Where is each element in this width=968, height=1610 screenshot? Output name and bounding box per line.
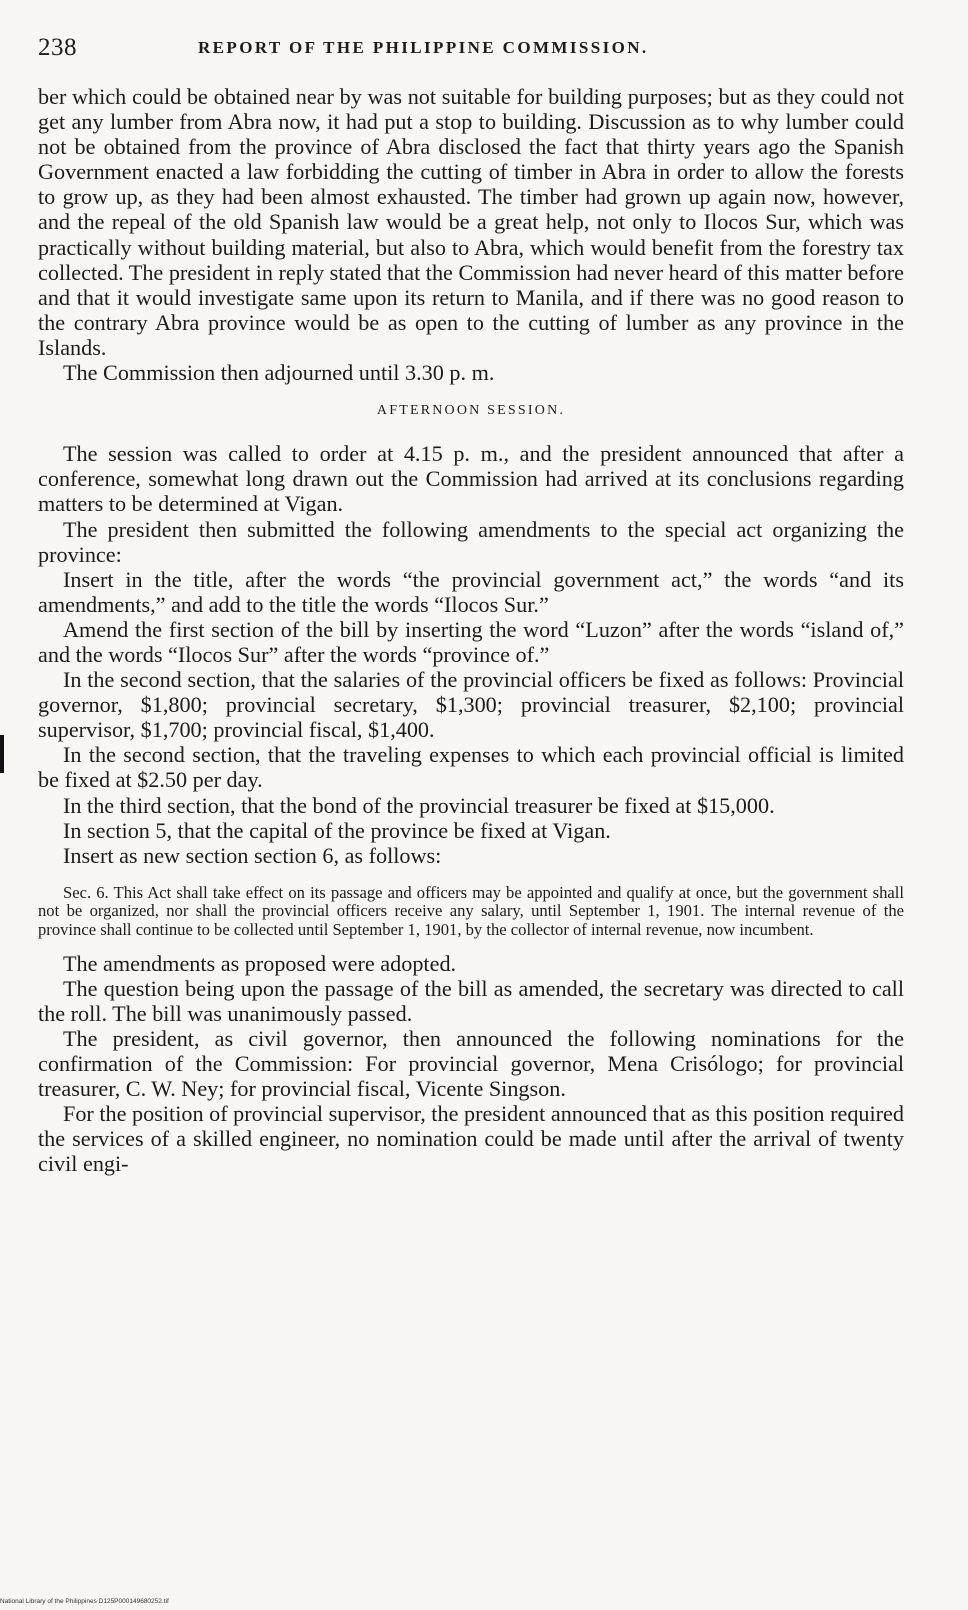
paragraph: The president, as civil governor, then announced the following nominations for the confirmation of the Commission: For provincial governor, Mena Crisólogo; for provincial treasurer, C. W. Ney; for provincial fiscal, Vicente Singson. (38, 1025, 904, 1102)
body-text (38, 84, 904, 1176)
quoted-section: Sec. 6. This Act shall take effect on its passage and officers may be appointed and qualify at once, but the government shall not be organized, nor shall the provincial officers receive any salary, until September 1, 1901. The internal revenue of the province shall continue to be collected until September 1, 1901, by the collector of internal revenue, now incumbent. (38, 882, 904, 939)
paragraph: Insert in the title, after the words “the provincial government act,” the words “and its amendments,” and add to the title the words “Ilocos Sur.” (38, 566, 904, 617)
section-heading: AFTERNOON SESSION. (376, 403, 566, 419)
scan-footer: National Library of the Philippines D125P000149680252.tif (0, 1598, 169, 1605)
paragraph: The question being upon the passage of the bill as amended, the secretary was directed to call the roll. The bill was unanimously passed. (38, 975, 904, 1026)
paragraph: The Commission then adjourned until 3.30 p. m. (63, 360, 495, 386)
paragraph: In section 5, that the capital of the province be fixed at Vigan. (63, 817, 611, 843)
paragraph: The session was called to order at 4.15 p. m., and the president announced that after a conference, somewhat long drawn out the Commission had arrived at its conclusions regarding matters to be determined at Vigan. (38, 441, 904, 517)
paragraph: The amendments as proposed were adopted. (63, 950, 457, 976)
paragraph: For the position of provincial supervisor, the president announced that as this position required the services of a skilled engineer, no nomination could be made until after the arrival of twenty civil engi- (38, 1101, 904, 1177)
paragraph: Amend the first section of the bill by inserting the word “Luzon” after the words “island of,” and the words “Ilocos Sur” after the words “province of.” (38, 616, 904, 667)
running-head: REPORT OF THE PHILIPPINE COMMISSION. (198, 38, 649, 57)
page-header (38, 34, 898, 74)
paragraph: ber which could be obtained near by was not suitable for building purposes; but as they could not get any lumber from Abra now, it had put a stop to building. Discussion as to why lumber could not be obtained from the province of Abra disclosed the fact that thirty years ago the Spanish Government enacted a law forbidding the cutting of timber in Abra in order to allow the forests to grow up, as they had been almost exhausted. The timber had grown up again now, however, and the repeal of the old Spanish law would be a great help, not only to Ilocos Sur, which was practically without building material, but also to Abra, which would benefit from the forestry tax collected. The president in reply stated that the Commission had never heard of this matter before and that it would investigate same upon its return to Manila, and if there was no good reason to the contrary Abra province would be as open to the cutting of lumber as any province in the Islands. (38, 84, 904, 360)
paragraph: In the second section, that the traveling expenses to which each provincial official is limited be fixed at $2.50 per day. (38, 742, 904, 793)
paragraph: The president then submitted the following amendments to the special act organizing the province: (38, 516, 904, 567)
paragraph: Insert as new section section 6, as follows: (63, 842, 442, 868)
paragraph: In the third section, that the bond of the provincial treasurer be fixed at $15,000. (63, 792, 775, 818)
margin-mark (0, 735, 4, 773)
paragraph: In the second section, that the salaries of the provincial officers be fixed as follows: Provincial governor, $1,800; provincial secretary, $1,300; provincial treasurer, $2,100; provincial supervisor, $1,700; provincial fiscal, $1,400. (38, 667, 904, 743)
page-number: 238 (38, 34, 77, 61)
